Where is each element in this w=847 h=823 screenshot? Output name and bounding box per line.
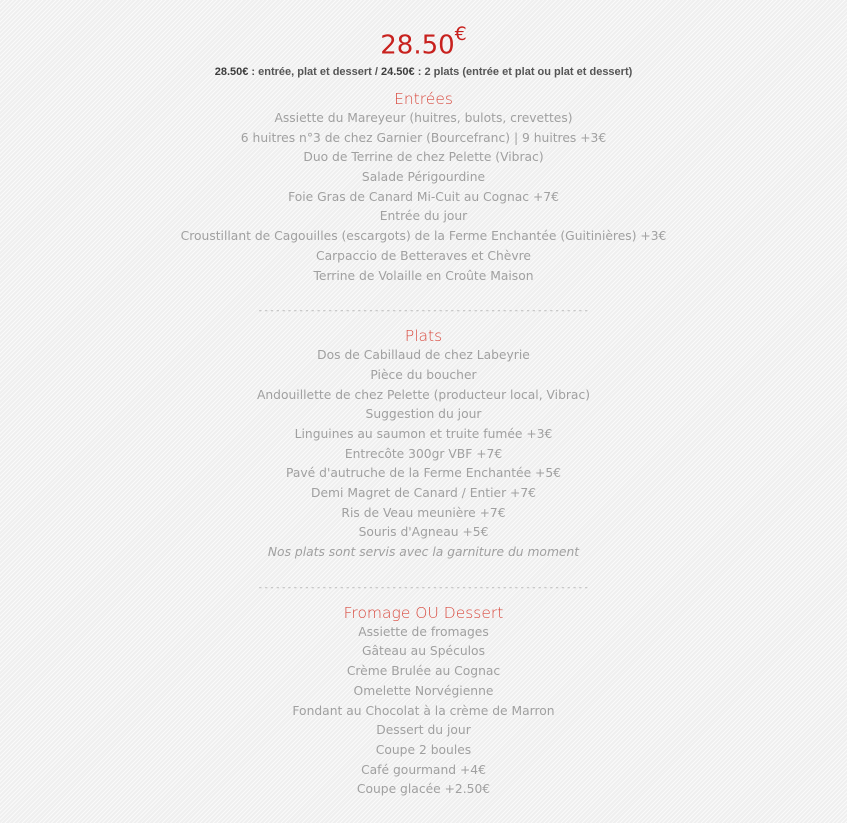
section-title-entrees: Entrées xyxy=(394,90,453,108)
menu-item: Souris d'Agneau +5€ xyxy=(358,525,489,540)
formula-full-price: 28.50€ xyxy=(214,66,249,78)
section-entrees xyxy=(0,89,847,286)
menu-item: Entrecôte 300gr VBF +7€ xyxy=(344,446,503,461)
formula-description xyxy=(0,64,847,80)
menu-price: 28.50 xyxy=(380,30,455,61)
menu-item: Crème Brulée au Cognac xyxy=(346,664,501,679)
menu-item: Carpaccio de Betteraves et Chèvre xyxy=(316,248,531,263)
menu-item: Coupe glacée +2.50€ xyxy=(356,782,491,797)
menu-item: Pavé d'autruche de la Ferme Enchantée +5€ xyxy=(285,466,562,481)
section-desserts xyxy=(0,603,847,800)
menu-item: Croustillant de Cagouilles (escargots) de la Ferme Enchantée (Guitinières) +3€ xyxy=(180,229,667,244)
menu-item: Dessert du jour xyxy=(376,723,471,738)
menu-item: Omelette Norvégienne xyxy=(353,683,494,698)
menu-item: Duo de Terrine de chez Pelette (Vibrac) xyxy=(303,150,544,165)
menu-item: Assiette de fromages xyxy=(358,624,489,639)
menu-item: Linguines au saumon et truite fumée +3€ xyxy=(294,426,553,441)
menu-item: Foie Gras de Canard Mi-Cuit au Cognac +7€ xyxy=(288,189,559,204)
section-plats xyxy=(0,326,847,563)
currency-symbol: € xyxy=(454,23,467,45)
formula-short-desc: : 2 plats (entrée et plat ou plat et dessert) xyxy=(414,66,633,78)
menu-item: Entrée du jour xyxy=(379,209,468,224)
menu-item: Demi Magret de Canard / Entier +7€ xyxy=(311,486,536,500)
formula-short-price: 24.50€ xyxy=(381,66,415,78)
plats-note: Nos plats sont servis avec la garniture du moment xyxy=(267,545,580,560)
section-divider: --------------------------------------------------------- xyxy=(257,306,590,317)
menu-item: Suggestion du jour xyxy=(365,407,482,422)
formula-full-desc: : entrée, plat et dessert / xyxy=(248,66,382,78)
menu-item: Assiette du Mareyeur (huitres, bulots, crevettes) xyxy=(274,111,573,125)
menu-item: Terrine de Volaille en Croûte Maison xyxy=(313,268,534,283)
menu-item: Coupe 2 boules xyxy=(375,742,472,757)
section-title-plats: Plats xyxy=(404,327,443,346)
menu-item: Fondant au Chocolat à la crème de Marron xyxy=(292,703,555,718)
menu-item: Dos de Cabillaud de chez Labeyrie xyxy=(317,348,530,363)
menu-item: 6 huitres n°3 de chez Garnier (Bourcefranc) | 9 huitres +3€ xyxy=(240,130,607,145)
menu-item: Pièce du boucher xyxy=(370,367,477,382)
menu-item: Café gourmand +4€ xyxy=(361,762,486,777)
menu-item: Ris de Veau meunière +7€ xyxy=(341,505,506,520)
section-divider: --------------------------------------------------------- xyxy=(257,582,590,593)
menu-item: Gâteau au Spéculos xyxy=(361,644,485,659)
menu-item: Andouillette de chez Pelette (producteur local, Vibrac) xyxy=(256,387,591,402)
menu-item: Salade Périgourdine xyxy=(361,170,486,185)
section-title-desserts: Fromage OU Dessert xyxy=(343,603,504,622)
menu-price-title xyxy=(0,16,847,60)
